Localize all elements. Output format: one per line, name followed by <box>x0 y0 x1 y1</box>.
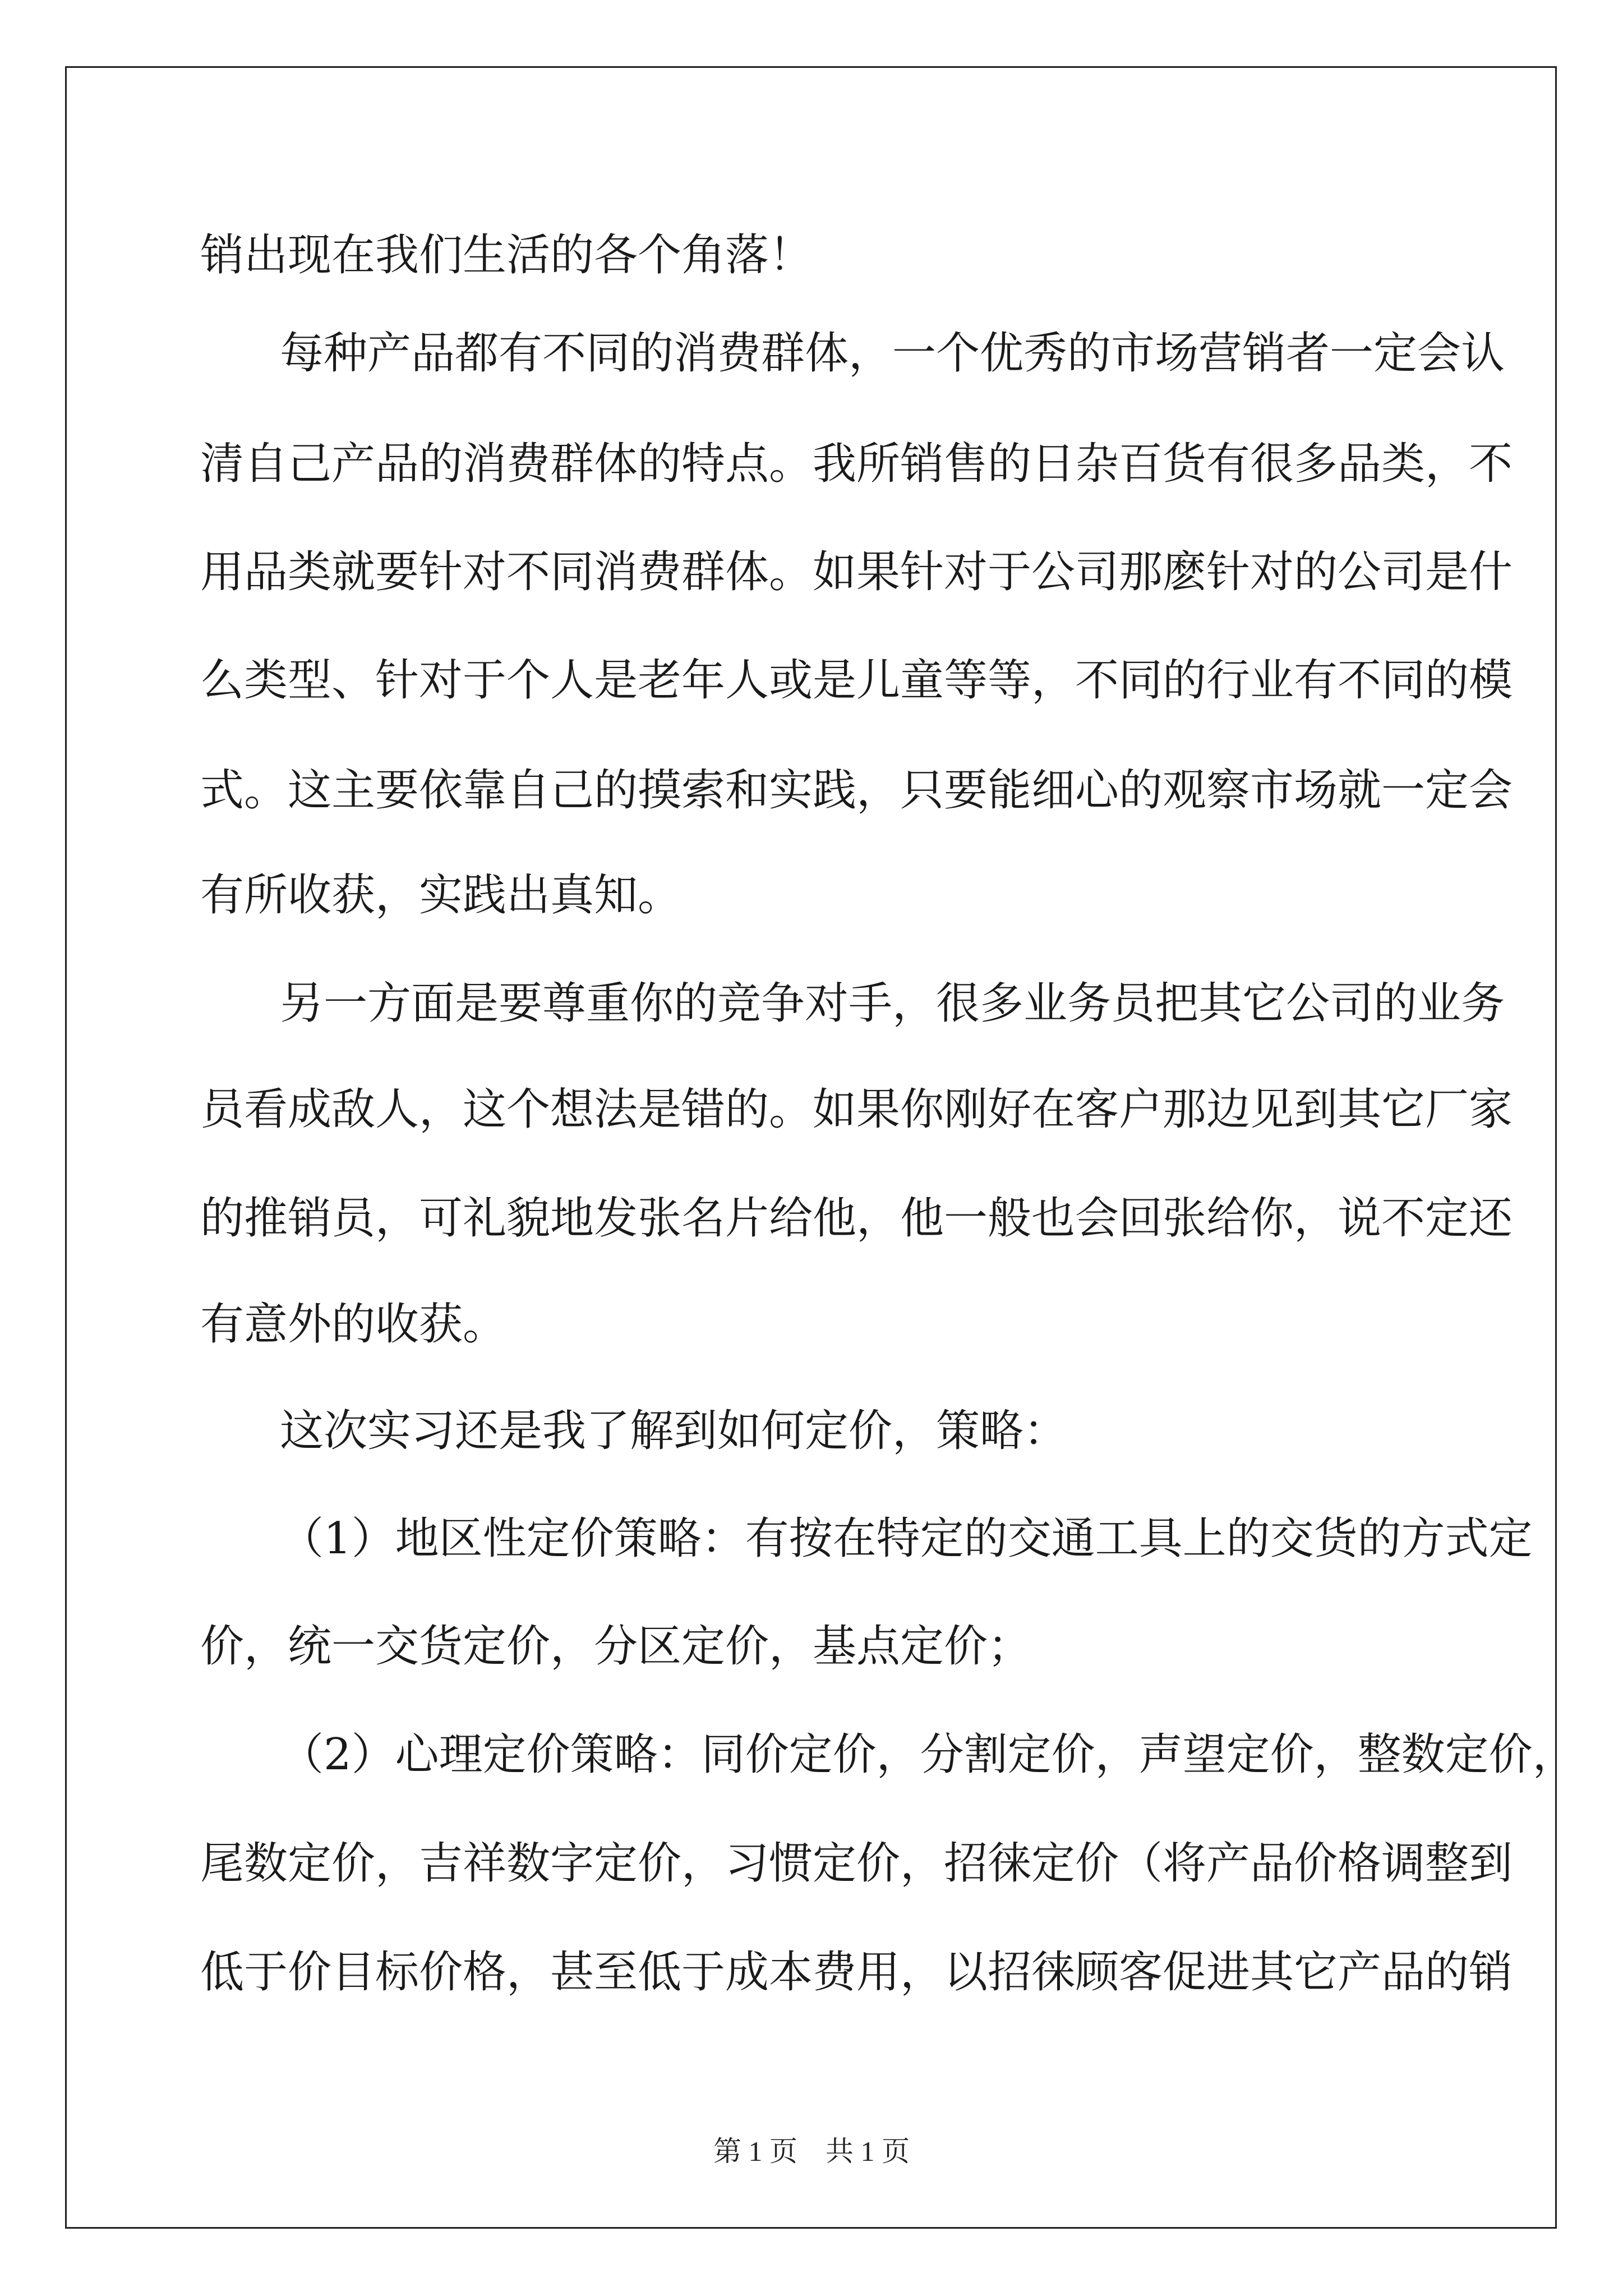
text-line: （1）地区性定价策略：有按在特定的交通工具上的交货的方式定 <box>280 1513 1533 1564</box>
text-line: 清自己产品的消费群体的特点。我所销售的日杂百货有很多品类，不 <box>200 439 1513 489</box>
text-line: （2）心理定价策略：同价定价，分割定价，声望定价，整数定价， <box>280 1729 1576 1780</box>
text-line: 用品类就要针对不同消费群体。如果针对于公司那麽针对的公司是什 <box>200 547 1513 597</box>
text-line: 尾数定价，吉祥数字定价，习惯定价，招徕定价（将产品价格调整到 <box>200 1838 1513 1889</box>
text-line: 每种产品都有不同的消费群体，一个优秀的市场营销者一定会认 <box>280 328 1505 379</box>
text-line: 这次实习还是我了解到如何定价，策略： <box>280 1406 1068 1456</box>
page-number-footer: 第 1 页 共 1 页 <box>713 2136 910 2167</box>
text-line: 低于价目标价格，甚至低于成本费用，以招徕顾客促进其它产品的销 <box>200 1947 1513 1998</box>
text-line: 有所收获，实践出真知。 <box>200 870 682 921</box>
page-border <box>65 66 1557 2229</box>
text-line: 有意外的收获。 <box>200 1299 507 1350</box>
text-line: 另一方面是要尊重你的竞争对手，很多业务员把其它公司的业务 <box>280 978 1505 1029</box>
text-line: 销出现在我们生活的各个角落！ <box>200 230 813 280</box>
text-line: 么类型、针对于个人是老年人或是儿童等等，不同的行业有不同的模 <box>200 655 1513 706</box>
text-line: 的推销员，可礼貌地发张名片给他，他一般也会回张给你，说不定还 <box>200 1193 1513 1244</box>
text-line: 价，统一交货定价，分区定价，基点定价； <box>200 1621 1032 1672</box>
text-line: 式。这主要依靠自己的摸索和实践，只要能细心的观察市场就一定会 <box>200 765 1513 816</box>
text-line: 员看成敌人，这个想法是错的。如果你刚好在客户那边见到其它厂家 <box>200 1084 1513 1135</box>
